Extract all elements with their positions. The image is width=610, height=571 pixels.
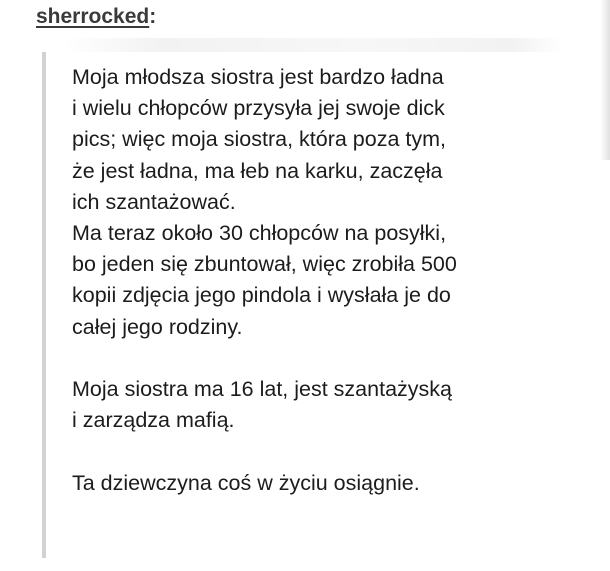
- username-link[interactable]: sherrocked: [36, 5, 150, 28]
- paragraph-2: [72, 374, 562, 436]
- paragraph-3: [72, 468, 562, 499]
- text-line: Moja siostra ma 16 lat, jest szantażyską: [72, 377, 452, 402]
- text-line: i zarządza mafią.: [72, 408, 235, 433]
- username-colon: :: [149, 5, 157, 28]
- paragraph-gap: [72, 436, 562, 467]
- text-line: bo jeden się zbuntował, więc zrobiła 500: [72, 252, 457, 277]
- text-line: kopii zdjęcia jego pindola i wysłała je do: [72, 283, 451, 308]
- paragraph-gap: [72, 343, 562, 374]
- paragraph-1: [72, 62, 562, 343]
- scrollbar-shadow: [600, 0, 610, 160]
- text-line: ich szantażować.: [72, 189, 236, 214]
- text-line: Ma teraz około 30 chłopców na posyłki,: [72, 221, 447, 246]
- text-line: że jest ładna, ma łeb na karku, zaczęła: [72, 158, 443, 183]
- post-username[interactable]: [36, 2, 156, 32]
- text-line: Moja młodsza siostra jest bardzo ładna: [72, 65, 444, 89]
- text-line: Ta dziewczyna coś w życiu osiągnie.: [72, 470, 420, 495]
- faded-text-line: [62, 38, 562, 52]
- quote-bar: [42, 52, 46, 558]
- quote-body: [72, 62, 562, 499]
- text-line: pics; więc moja siostra, która poza tym,: [72, 127, 446, 152]
- text-line: całej jego rodziny.: [72, 314, 243, 339]
- text-line: i wielu chłopców przysyła jej swoje dick: [72, 96, 445, 121]
